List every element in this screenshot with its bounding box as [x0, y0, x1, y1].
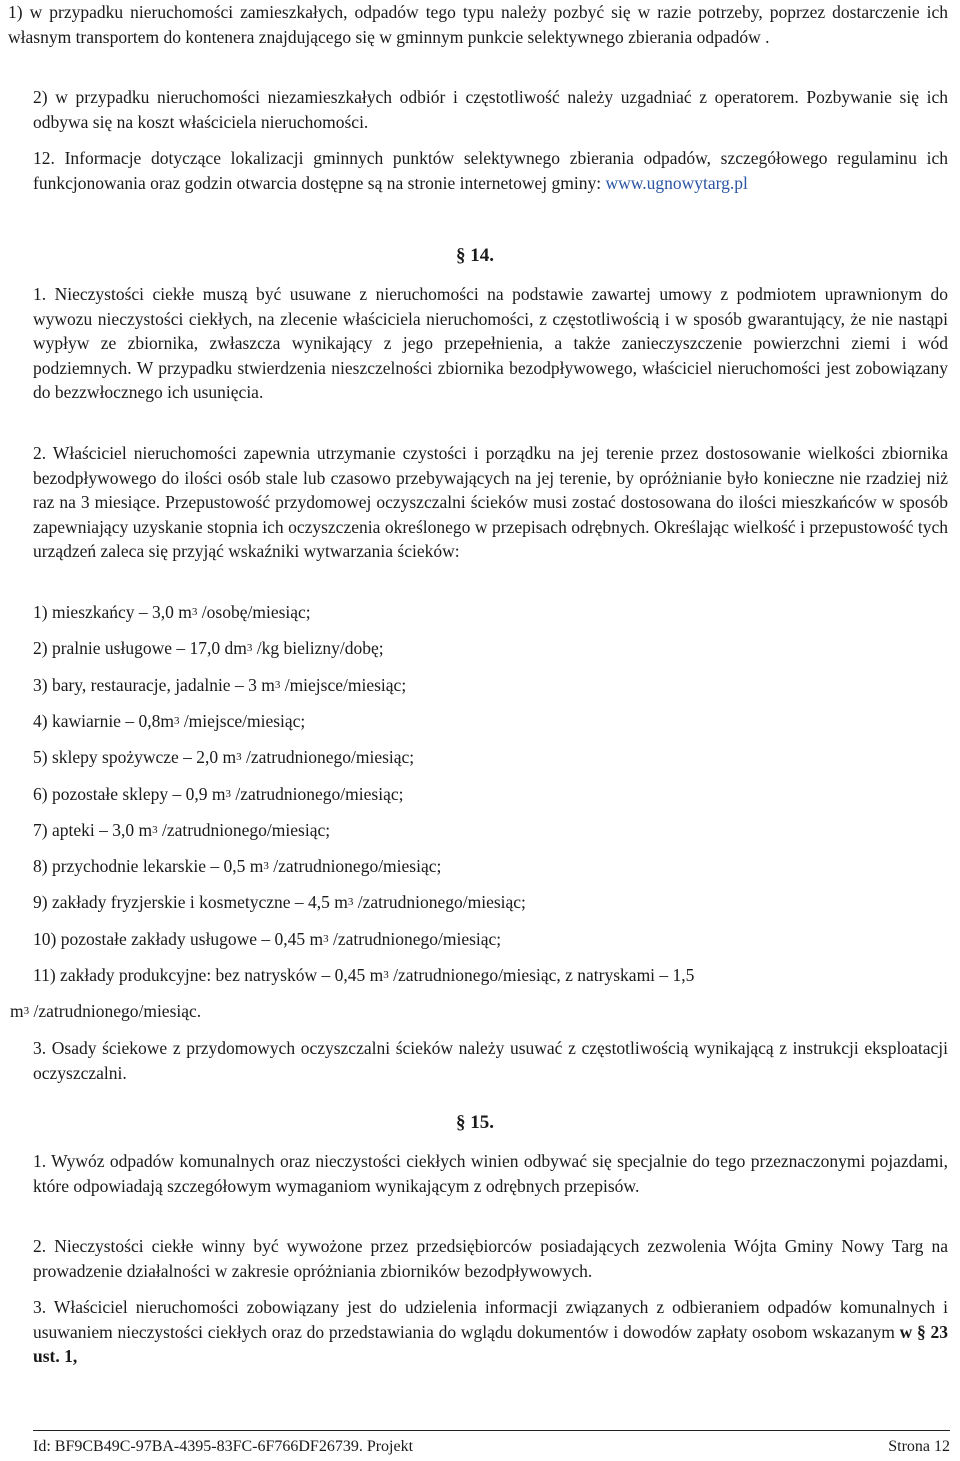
paragraph-disposal-inhabited: 1) w przypadku nieruchomości zamieszkałych, odpadów tego typu należy pozbyć się w razie potrzeby, poprzez dostarczenie ich własnym transportem do kontenera znajdującego się w gminnym punkcie selektywnego zbierania odpadów . [8, 2, 948, 47]
section-15-heading: § 15. [456, 1112, 494, 1133]
footer-document-id: Id: BF9CB49C-97BA-4395-83FC-6F766DF26739. Projekt [33, 1438, 414, 1455]
section-15-point-3-reference: w § 23 ust. 1, [33, 1321, 949, 1366]
list-item: 11) zakłady produkcyjne: bez natrysków – 0,45 $m^3$ /zatrudnionego/miesiąc, z natryskami – 1,5 [33, 965, 695, 985]
footer-divider [33, 1430, 950, 1431]
section-14-heading: § 14. [456, 245, 494, 266]
list-item: 8) przychodnie lekarskie – 0,5 $m^3$ /zatrudnionego/miesiąc; [33, 856, 442, 876]
list-item: 6) pozostałe sklepy – 0,9 $m^3$ /zatrudnionego/miesiąc; [33, 784, 404, 804]
section-15-point-2: 2. Nieczystości ciekłe winny być wywożone przez przedsiębiorców posiadających zezwolenia Wójta Gminy Nowy Targ na prowadzenie działalności w zakresie opróżniania zbiorników bezodpływowych. [33, 1236, 948, 1281]
section-15-point-3-text: 3. Właściciel nieruchomości zobowiązany jest do udzielenia informacji związanych z odbieraniem odpadów komunalnych i usuwaniem nieczystości ciekłych oraz do przedstawiania do wglądu dokumentów i dowodów zapłaty osobom wskazanym [33, 1297, 948, 1342]
list-item: 5) sklepy spożywcze – 2,0 $m^3$ /zatrudnionego/miesiąc; [33, 747, 415, 767]
list-item-continuation: $m^3$ /zatrudnionego/miesiąc. [10, 1001, 202, 1021]
paragraph-12-text: 12. Informacje dotyczące lokalizacji gminnych punktów selektywnego zbierania odpadów, szczegółowego regulaminu ich funkcjonowania oraz godzin otwarcia dostępne są na stronie internetowej gminy: [33, 148, 948, 193]
section-14-point-1: 1. Nieczystości ciekłe muszą być usuwane z nieruchomości na podstawie zawartej umowy z podmiotem uprawnionym do wywozu nieczystości ciekłych, na zlecenie właściciela nieruchomości, z częstotliwością i w sposób gwarantujący, że nie nastąpi wypływ ze zbiornika, zwłaszcza wynikający z jego przepełnienia, a także zanieczyszczenie powierzchni ziemi i wód podziemnych. W przypadku stwierdzenia nieszczelności zbiornika bezodpływowego, właściciel nieruchomości jest zobowiązany do bezzwłocznego ich usunięcia. [33, 284, 948, 402]
section-15-point-3 [33, 1295, 948, 1369]
section-14-point-3: 3. Osady ściekowe z przydomowych oczyszczalni ścieków należy usuwać z częstotliwością wynikającą z instrukcji eksploatacji oczyszczalni. [33, 1038, 948, 1083]
list-item: 1) mieszkańcy – 3,0 $m^3$ /osobę/miesiąc; [33, 602, 311, 622]
paragraph-12 [33, 146, 948, 195]
paragraph-disposal-uninhabited: 2) w przypadku nieruchomości niezamieszkałych odbiór i częstotliwość należy uzgadniać z operatorem. Pozbywanie się ich odbywa się na koszt właściciela nieruchomości. [33, 87, 948, 132]
list-item: 10) pozostałe zakłady usługowe – 0,45 $m^3$ /zatrudnionego/miesiąc; [33, 929, 502, 949]
list-item: 2) pralnie usługowe – 17,0 $dm^3$ /kg bielizny/dobę; [33, 638, 384, 658]
list-item: 9) zakłady fryzjerskie i kosmetyczne – 4,5 $m^3$ /zatrudnionego/miesiąc; [33, 892, 526, 912]
list-item: 4) kawiarnie – $0,8m^3$ /miejsce/miesiąc; [33, 711, 306, 731]
section-14-point-2: 2. Właściciel nieruchomości zapewnia utrzymanie czystości i porządku na jej terenie przez dostosowanie wielkości zbiornika bezodpływowego do ilości osób stale lub czasowo przebywających na jej terenie, by opróżnianie było konieczne nie rzadziej niż raz na 3 miesiące. Przepustowość przydomowej oczyszczalni ścieków musi zostać dostosowana do ilości mieszkańców w sposób zapewniający uzyskanie stopnia ich oczyszczenia określonego w przepisach odrębnych. Określając wielkość i przepustowość tych urządzeń zaleca się przyjąć wskaźniki wytwarzania ścieków: [33, 443, 948, 561]
website-link[interactable]: www.ugnowytarg.pl [605, 172, 748, 193]
list-item: 3) bary, restauracje, jadalnie – 3 $m^3$ /miejsce/miesiąc; [33, 675, 407, 695]
list-item: 7) apteki – 3,0 $m^3$ /zatrudnionego/miesiąc; [33, 820, 331, 840]
footer-page-number: Strona 12 [888, 1438, 950, 1455]
section-15-point-1: 1. Wywóz odpadów komunalnych oraz nieczystości ciekłych winien odbywać się specjalnie do tego przeznaczonymi pojazdami, które odpowiadają szczegółowym wymaganiom wynikającym z odrębnych przepisów. [33, 1151, 948, 1196]
